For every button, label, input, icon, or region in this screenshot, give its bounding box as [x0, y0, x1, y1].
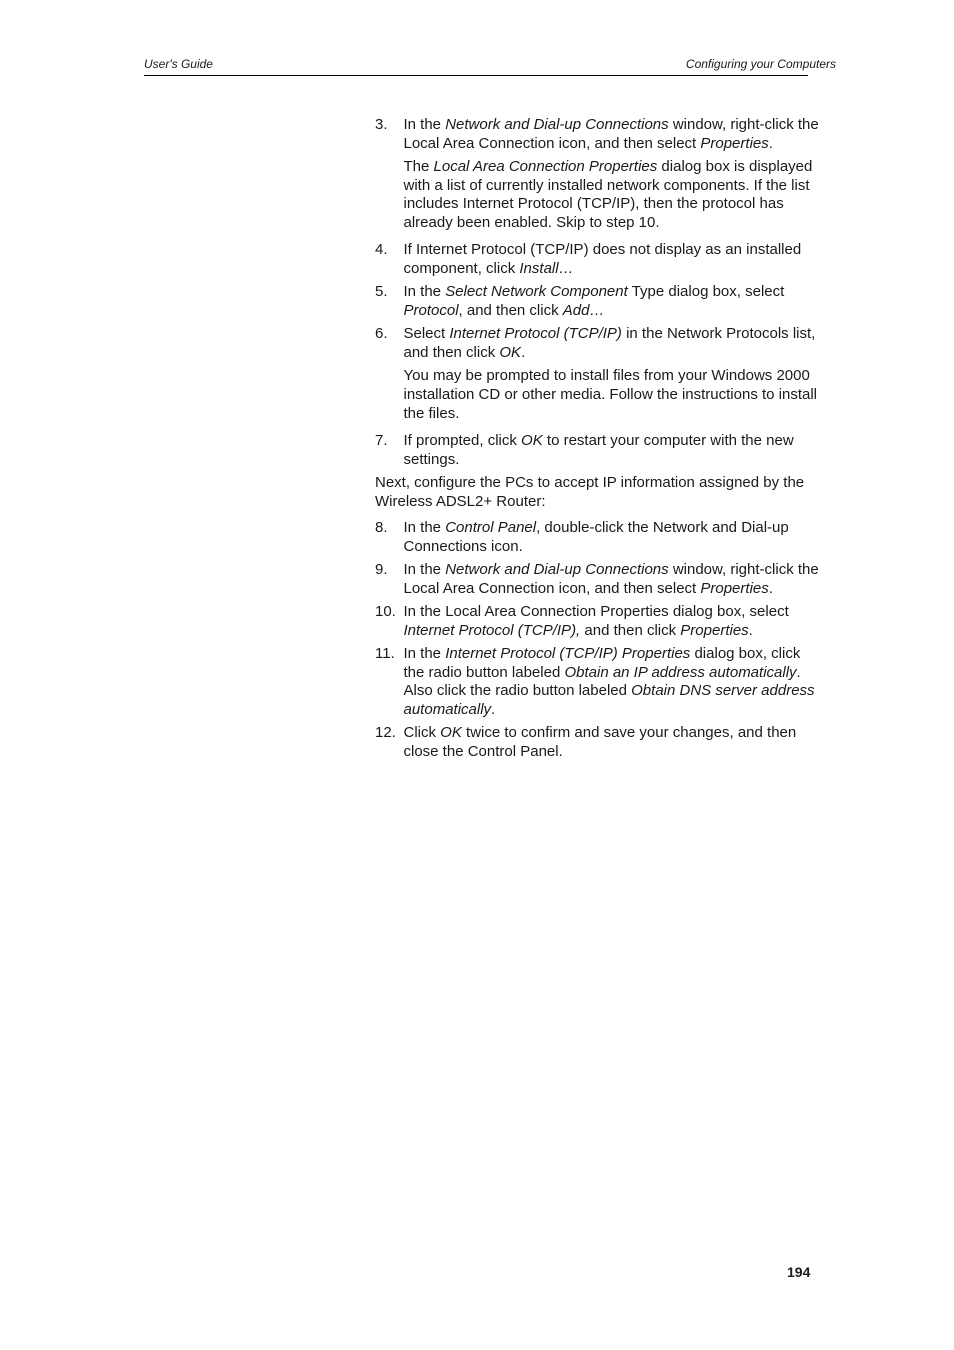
- list-item: [375, 603, 825, 640]
- step-text: Click OK twice to confirm and save your changes, and then close the Control Panel.: [403, 724, 797, 760]
- step-number: 7.: [375, 432, 388, 450]
- step-text: In the Network and Dial-up Connections window, right-click the Local Area Connection icon, and then select Properties.: [403, 561, 819, 597]
- step-number: 12.: [375, 724, 396, 742]
- main-content: [375, 116, 825, 766]
- list-item: [375, 519, 825, 556]
- list-item: [375, 241, 825, 278]
- list-item: [375, 645, 825, 719]
- step-text: If prompted, click OK to restart your computer with the new settings.: [403, 432, 794, 468]
- step-text: Select Internet Protocol (TCP/IP) in the Network Protocols list, and then click OK.: [403, 325, 816, 361]
- step-number: 9.: [375, 561, 388, 579]
- list-item: [375, 724, 825, 761]
- step-number: 10.: [375, 603, 396, 621]
- page-header: [144, 57, 836, 76]
- step-number: 5.: [375, 283, 388, 301]
- intro-paragraph: Next, configure the PCs to accept IP information assigned by the Wireless ADSL2+ Router:: [375, 474, 805, 510]
- step-number: 8.: [375, 519, 388, 537]
- header-right-title: Configuring your Computers: [685, 57, 836, 71]
- list-item: [375, 561, 825, 598]
- step-note: You may be prompted to install files from your Windows 2000 installation CD or other media. Follow the instructions to install the files.: [403, 367, 818, 422]
- step-text: In the Control Panel, double-click the Network and Dial-up Connections icon.: [403, 519, 789, 555]
- list-item: [375, 283, 825, 320]
- step-text: If Internet Protocol (TCP/IP) does not display as an installed component, click Install…: [403, 241, 802, 277]
- step-number: 11.: [375, 645, 395, 663]
- step-text: In the Internet Protocol (TCP/IP) Properties dialog box, click the radio button labeled Obtain an IP address automatically. Also click the radio button labeled Obtain DNS server address automatically.: [403, 645, 815, 718]
- list-item: [375, 325, 825, 423]
- header-left-title: User's Guide: [144, 57, 213, 71]
- list-item: [375, 116, 825, 232]
- step-number: 4.: [375, 241, 388, 259]
- page-number: 194: [787, 1264, 811, 1280]
- step-number: 3.: [375, 116, 388, 133]
- step-text: In the Local Area Connection Properties dialog box, select Internet Protocol (TCP/IP), and then click Properties.: [403, 603, 789, 639]
- list-item: [375, 432, 825, 469]
- step-text: In the Network and Dial-up Connections window, right-click the Local Area Connection icon, and then select Properties.: [403, 116, 819, 152]
- step-text: In the Select Network Component Type dialog box, select Protocol, and then click Add…: [403, 283, 785, 319]
- step-note: The Local Area Connection Properties dialog box is displayed with a list of currently installed network components. If the list includes Internet Protocol (TCP/IP), then the protocol has already been enabled. Skip to step 10.: [403, 157, 813, 231]
- step-number: 6.: [375, 325, 388, 343]
